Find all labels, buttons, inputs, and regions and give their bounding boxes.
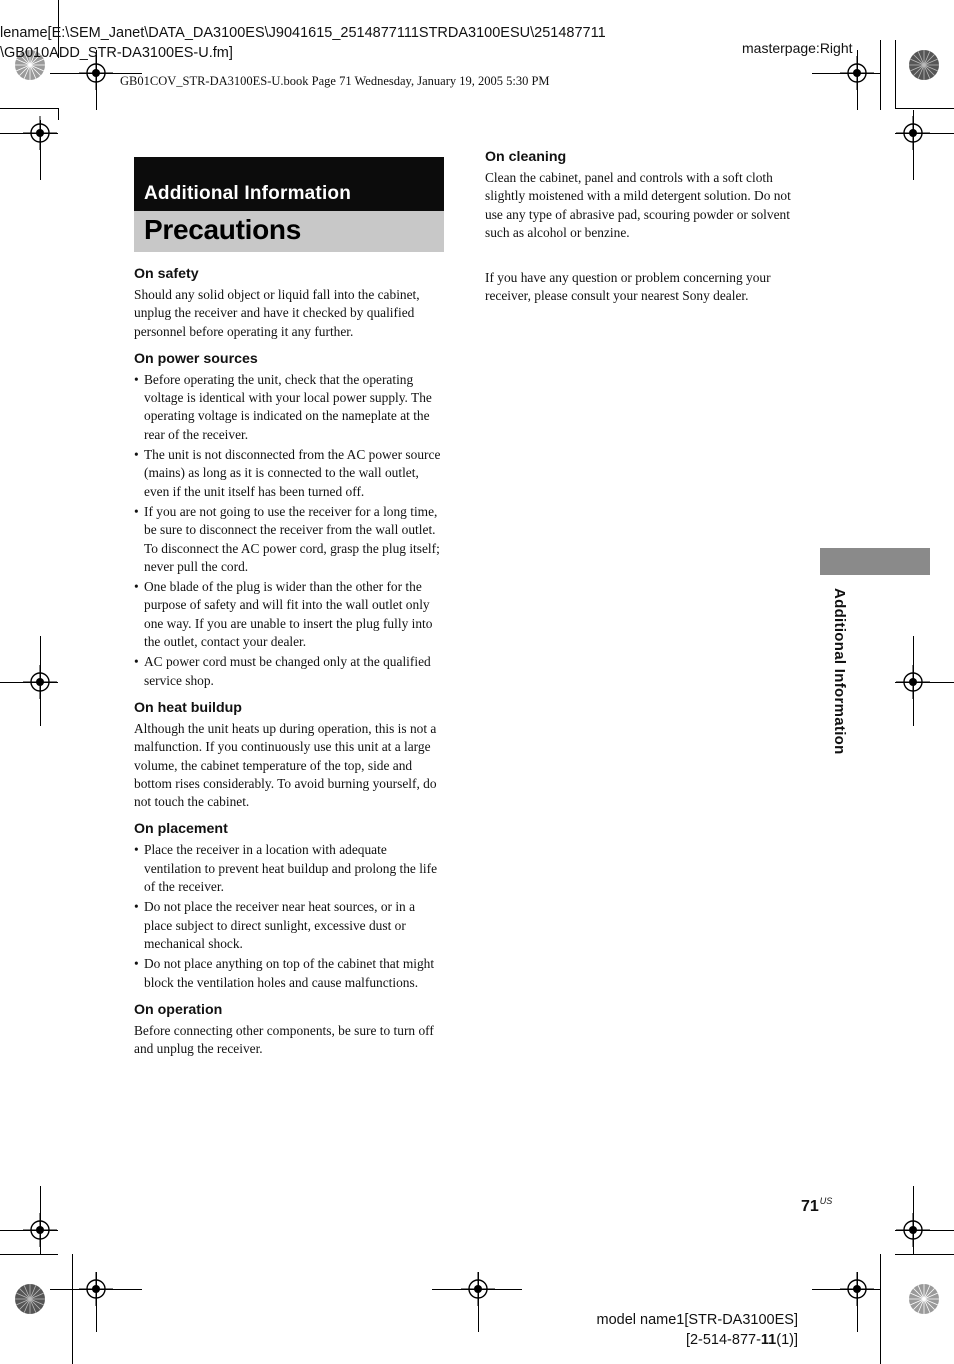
power-sources-list xyxy=(134,371,446,690)
page-number xyxy=(801,1196,832,1216)
section-title-bar xyxy=(134,211,444,252)
registration-mark-icon xyxy=(23,665,57,699)
registration-mark-icon xyxy=(896,116,930,150)
registration-mark-icon xyxy=(896,1213,930,1247)
operation-text: Before connecting other components, be sure to turn off and unplug the receiver. xyxy=(134,1022,434,1057)
section-category: Additional Information xyxy=(144,183,352,204)
registration-mark-icon xyxy=(461,1272,495,1306)
model-name-line: model name1[STR-DA3100ES] xyxy=(596,1312,798,1328)
registration-mark-icon xyxy=(840,1272,874,1306)
side-tab-label: Additional Information xyxy=(831,588,848,755)
footer-model-info xyxy=(586,1310,798,1350)
list-item: • Before operating the unit, check that the operating voltage is identical with your local power supply. The operating voltage is indicated on the nameplate at the rear of the receiver. xyxy=(134,371,446,444)
list-item: • One blade of the plug is wider than the other for the purpose of safety and will fit into the wall outlet only one way. If you are unable to insert the plug fully into the outlet, contact your dealer. xyxy=(134,578,446,651)
book-info-line: GB01COV_STR-DA3100ES-U.book Page 71 Wednesday, January 19, 2005 5:30 PM xyxy=(120,74,550,88)
heading-on-power-sources: On power sources xyxy=(134,350,258,367)
heading-on-heat-buildup: On heat buildup xyxy=(134,699,242,716)
registration-mark-icon xyxy=(896,665,930,699)
registration-mark-icon xyxy=(840,56,874,90)
list-item: • If you are not going to use the receiver for a long time, be sure to disconnect the receiver from the wall outlet. To disconnect the AC power cord, grasp the plug itself; never pull the cord. xyxy=(134,503,446,576)
page-title: Precautions xyxy=(144,214,301,245)
section-category-bar xyxy=(134,157,444,211)
section-tab xyxy=(820,548,930,575)
list-item: • The unit is not disconnected from the AC power source (mains) as long as it is connected to the wall outlet, even if the unit itself has been turned off. xyxy=(134,446,446,501)
heat-buildup-text: Although the unit heats up during operation, this is not a malfunction. If you continuously use this unit at a large volume, the cabinet temperature of the top, side and bottom rises considerably. To avoid burning yourself, do not touch the cabinet. xyxy=(134,720,437,810)
heading-on-operation: On operation xyxy=(134,1001,223,1018)
masterpage-label: masterpage:Right xyxy=(742,40,853,56)
color-rosette-icon xyxy=(908,1283,940,1315)
color-rosette-icon xyxy=(14,1283,46,1315)
filename-line-1: lename[E:\SEM_Janet\DATA_DA3100ES\J9041615_2514877111STRDA3100ESU\251487711 xyxy=(0,25,606,41)
heading-on-placement: On placement xyxy=(134,821,228,838)
filename-line-2: \GB010ADD_STR-DA3100ES-U.fm] xyxy=(0,45,233,61)
list-item: • Do not place the receiver near heat sources, or in a place subject to direct sunlight, excessive dust or mechanical shock. xyxy=(134,898,446,953)
page-number-suffix: US xyxy=(819,1196,833,1206)
cleaning-text: Clean the cabinet, panel and controls with a soft cloth slightly moistened with a mild detergent solution. Do not use any type of abrasive pad, scouring powder or solvent such as alcohol or benzine. xyxy=(485,170,791,240)
page-number-value: 71 xyxy=(801,1198,819,1215)
safety-text: Should any solid object or liquid fall into the cabinet, unplug the receiver and have it checked by qualified personnel before operating it any further. xyxy=(134,287,420,339)
left-column xyxy=(134,265,446,1067)
placement-list xyxy=(134,841,446,991)
right-column xyxy=(485,148,801,315)
filename-header xyxy=(0,23,606,63)
heading-on-cleaning: On cleaning xyxy=(485,149,567,165)
part-number-line: [2-514-877-11(1)] xyxy=(685,1332,798,1348)
list-item: • AC power cord must be changed only at the qualified service shop. xyxy=(134,653,446,690)
heading-on-safety: On safety xyxy=(134,266,199,282)
dealer-contact-text: If you have any question or problem concerning your receiver, please consult your nearest Sony dealer. xyxy=(485,270,771,304)
registration-mark-icon xyxy=(79,1272,113,1306)
list-item: • Place the receiver in a location with adequate ventilation to prevent heat buildup and prolong the life of the receiver. xyxy=(134,841,446,896)
color-rosette-icon xyxy=(908,49,940,81)
registration-mark-icon xyxy=(23,116,57,150)
registration-mark-icon xyxy=(23,1213,57,1247)
list-item: • Do not place anything on top of the cabinet that might block the ventilation holes and cause malfunctions. xyxy=(134,955,446,992)
